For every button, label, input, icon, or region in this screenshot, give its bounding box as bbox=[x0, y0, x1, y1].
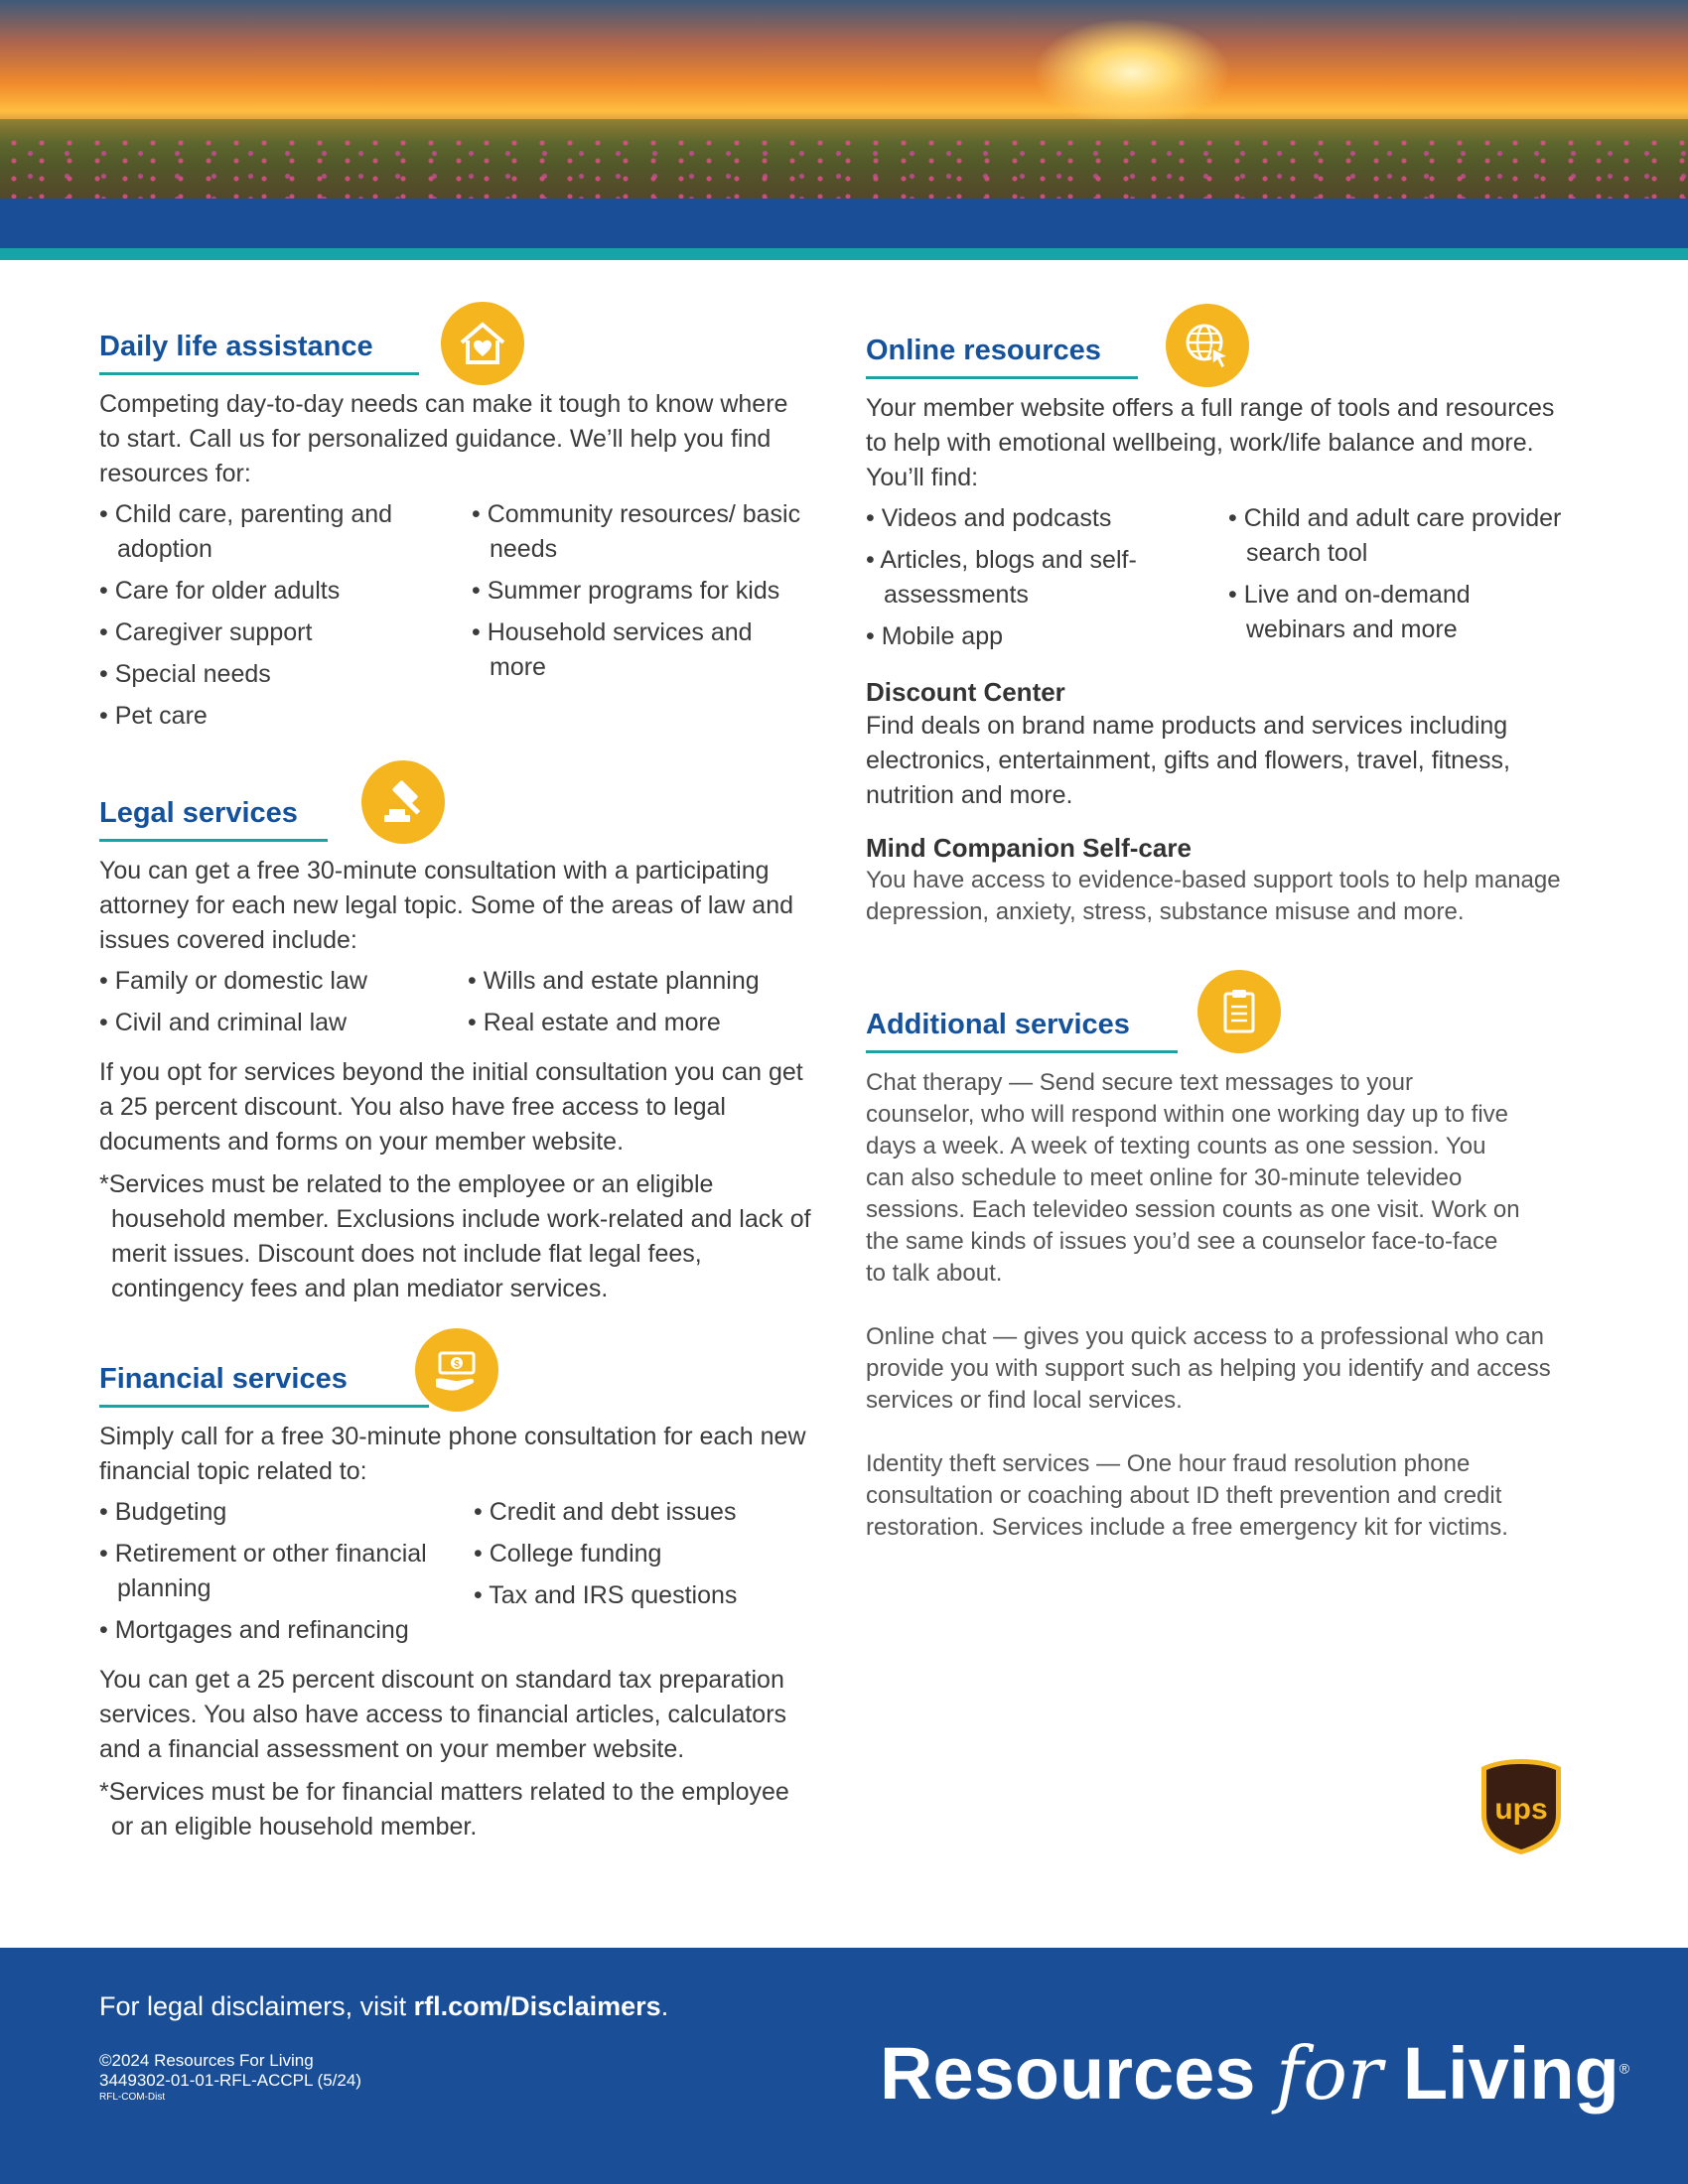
list-item: • Mortgages and refinancing bbox=[99, 1613, 474, 1648]
sun bbox=[1033, 18, 1231, 127]
brand-part-2: for bbox=[1275, 2031, 1383, 2116]
daily-life-list-2 bbox=[472, 497, 809, 741]
mind-companion-title: Mind Companion Self-care bbox=[866, 833, 1192, 863]
disclaimer-line bbox=[99, 1991, 668, 2022]
legal-rule bbox=[99, 839, 328, 842]
disclaimer-link[interactable]: rfl.com/Disclaimers bbox=[413, 1991, 661, 2021]
globe-cursor-icon bbox=[1166, 304, 1249, 387]
financial-body: You can get a 25 percent discount on standard tax preparation services. You also have access to financial articles, calculators and a financial assessment on your member website. bbox=[99, 1666, 787, 1763]
online-list-1 bbox=[866, 501, 1228, 661]
list-item: • Special needs bbox=[99, 657, 472, 692]
hero-sunset-field-image bbox=[0, 0, 1688, 199]
list-item: • Videos and podcasts bbox=[866, 501, 1228, 536]
financial-heading-row bbox=[99, 1330, 814, 1408]
identity-theft-text: Identity theft services — One hour fraud resolution phone consultation or coaching about ID theft prevention and credit restoration. Services include a free emergency kit for victims. bbox=[866, 1450, 1508, 1541]
brand-part-3: Living bbox=[1382, 2032, 1619, 2115]
footer bbox=[0, 1948, 1688, 2184]
additional-section bbox=[866, 976, 1581, 1544]
online-list-2 bbox=[1228, 501, 1566, 661]
mind-companion-body: You have access to evidence-based support tools to help manage depression, anxiety, stress, substance misuse and more. bbox=[866, 867, 1561, 925]
legal-title: Legal services bbox=[99, 797, 298, 829]
money-hand-icon bbox=[415, 1328, 498, 1412]
legal-list-1 bbox=[99, 964, 468, 1047]
financial-title: Financial services bbox=[99, 1363, 348, 1395]
list-item: • Care for older adults bbox=[99, 574, 472, 609]
list-item: • College funding bbox=[474, 1537, 811, 1571]
svg-text:ups: ups bbox=[1494, 1793, 1548, 1826]
daily-life-intro: Competing day-to-day needs can make it tough to know where to start. Call us for personalized guidance. We’ll help you find resources for: bbox=[99, 390, 788, 487]
additional-rule bbox=[866, 1050, 1178, 1053]
online-chat-text: Online chat — gives you quick access to a professional who can provide you with support such as helping you identify and access services or find local services. bbox=[866, 1323, 1551, 1414]
list-item: • Community resources/ basic needs bbox=[472, 497, 809, 567]
legal-body: If you opt for services beyond the initial consultation you can get a 25 percent discount. You also have free access to legal documents and forms on your member website. bbox=[99, 1058, 803, 1156]
copyright-block bbox=[99, 2051, 361, 2091]
additional-heading-row bbox=[866, 976, 1581, 1053]
list-item: • Household services and more bbox=[472, 615, 809, 685]
list-item: • Wills and estate planning bbox=[468, 964, 805, 999]
registered-mark: ® bbox=[1618, 2060, 1630, 2077]
financial-section bbox=[99, 1330, 814, 1844]
list-item: • Child care, parenting and adoption bbox=[99, 497, 472, 567]
daily-life-list-1 bbox=[99, 497, 472, 741]
gavel-icon bbox=[361, 760, 445, 844]
list-item: • Budgeting bbox=[99, 1495, 474, 1530]
financial-rule bbox=[99, 1405, 429, 1408]
disclaimer-prefix: For legal disclaimers, visit bbox=[99, 1991, 414, 2021]
online-lists bbox=[866, 501, 1581, 661]
clipboard-icon bbox=[1197, 970, 1281, 1053]
home-heart-icon bbox=[441, 302, 524, 385]
legal-heading-row bbox=[99, 764, 814, 842]
financial-list-1 bbox=[99, 1495, 474, 1655]
list-item: • Retirement or other financial planning bbox=[99, 1537, 474, 1606]
list-item: • Articles, blogs and self-assessments bbox=[866, 543, 1228, 613]
header-blue-band bbox=[0, 199, 1688, 248]
financial-intro: Simply call for a free 30-minute phone consultation for each new financial topic related to: bbox=[99, 1423, 806, 1485]
ups-logo bbox=[1479, 1757, 1563, 1856]
legal-section bbox=[99, 764, 814, 1306]
svg-text:$: $ bbox=[454, 1359, 460, 1370]
online-rule bbox=[866, 376, 1138, 379]
daily-life-lists bbox=[99, 497, 814, 741]
online-heading-row bbox=[866, 302, 1581, 379]
chat-therapy-text: Chat therapy — Send secure text messages to your counselor, who will respond within one working day up to five days a week. A week of texting counts as one session. You can also schedule to meet online for 30-minute televideo sessions. Each televideo session counts as one visit. Work on the same kinds of issues you’d see a counselor face-to-face to talk about. bbox=[866, 1069, 1520, 1287]
list-item: • Family or domestic law bbox=[99, 964, 468, 999]
list-item: • Pet care bbox=[99, 699, 472, 734]
list-item: • Real estate and more bbox=[468, 1006, 805, 1040]
flowers bbox=[0, 134, 1688, 199]
legal-list-2 bbox=[468, 964, 805, 1047]
financial-note: *Services must be for financial matters related to the employee or an eligible household member. bbox=[99, 1778, 789, 1841]
right-column bbox=[866, 302, 1581, 1544]
daily-life-heading-row bbox=[99, 298, 814, 375]
financial-list-2 bbox=[474, 1495, 811, 1655]
daily-life-title: Daily life assistance bbox=[99, 331, 373, 362]
list-item: • Caregiver support bbox=[99, 615, 472, 650]
financial-lists bbox=[99, 1495, 814, 1655]
list-item: • Credit and debt issues bbox=[474, 1495, 811, 1530]
additional-title: Additional services bbox=[866, 1009, 1130, 1040]
online-intro: Your member website offers a full range of tools and resources to help with emotional wellbeing, work/life balance and more. You’ll find: bbox=[866, 394, 1555, 491]
distribution-code: RFL-COM-Dist bbox=[99, 2092, 166, 2103]
document-code: 3449302-01-01-RFL-ACCPL (5/24) bbox=[99, 2071, 361, 2090]
left-column bbox=[99, 298, 814, 1844]
discount-center-body: Find deals on brand name products and services including electronics, entertainment, gifts and flowers, travel, fitness, nutrition and more. bbox=[866, 712, 1510, 809]
daily-life-section bbox=[99, 298, 814, 741]
list-item: • Summer programs for kids bbox=[472, 574, 809, 609]
daily-life-rule bbox=[99, 372, 419, 375]
list-item: • Mobile app bbox=[866, 619, 1228, 654]
copyright: ©2024 Resources For Living bbox=[99, 2051, 314, 2070]
brand-part-1: Resources bbox=[880, 2032, 1276, 2115]
resources-for-living-logo bbox=[880, 2031, 1629, 2116]
legal-note: *Services must be related to the employee or an eligible household member. Exclusions include work-related and lack of merit issues. Discount does not include flat legal fees, contingency fees and plan mediator services. bbox=[99, 1170, 811, 1302]
list-item: • Child and adult care provider search tool bbox=[1228, 501, 1566, 571]
list-item: • Tax and IRS questions bbox=[474, 1578, 811, 1613]
list-item: • Live and on-demand webinars and more bbox=[1228, 578, 1566, 647]
disclaimer-suffix: . bbox=[660, 1991, 669, 2021]
header-teal-band bbox=[0, 248, 1688, 260]
discount-center-title: Discount Center bbox=[866, 677, 1065, 707]
online-title: Online resources bbox=[866, 335, 1101, 366]
legal-lists bbox=[99, 964, 814, 1047]
list-item: • Civil and criminal law bbox=[99, 1006, 468, 1040]
online-section bbox=[866, 302, 1581, 928]
legal-intro: You can get a free 30-minute consultation with a participating attorney for each new legal topic. Some of the areas of law and issues covered include: bbox=[99, 857, 794, 954]
